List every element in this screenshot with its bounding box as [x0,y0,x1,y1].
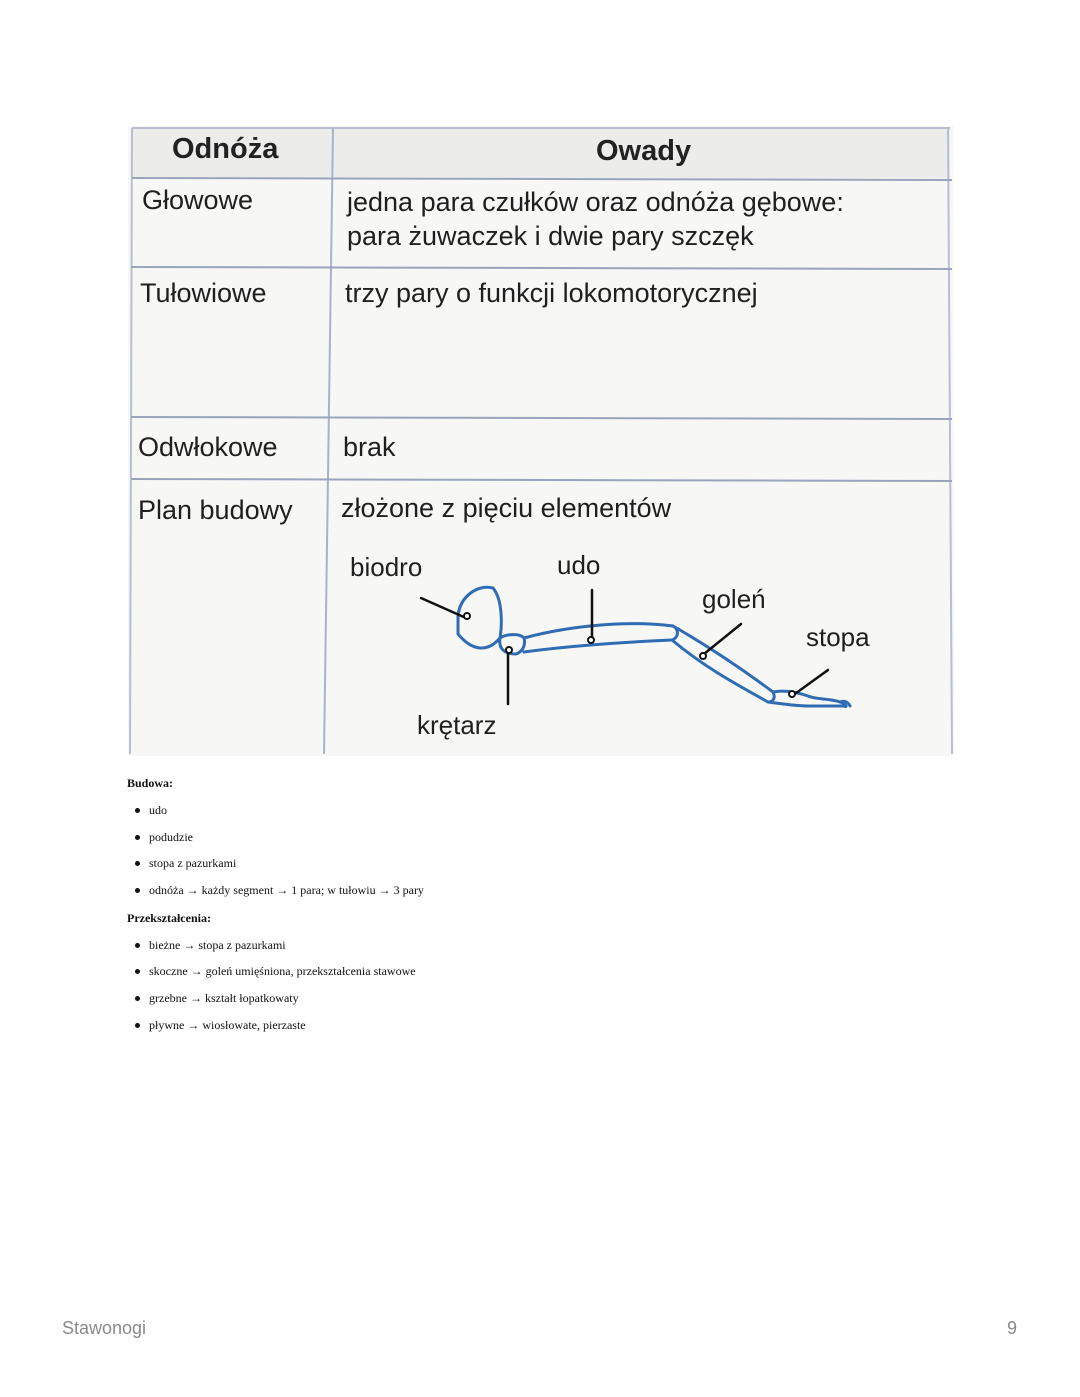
label-biodro: biodro [350,552,423,582]
list-item: odnóża → każdy segment → 1 para; w tułowiu → 3 pary [149,879,727,906]
row-name-glowowe: Głowowe [142,185,254,215]
section-title-przeksztalcenia: Przekształcenia: [127,910,211,925]
row-desc-tulowiowe: trzy pary o funkcji lokomotorycznej [345,278,758,308]
insect-leg-diagram [421,587,850,706]
list-item: udo [149,799,727,826]
row-desc-plan-budowy: złożone z pięciu elementów [341,493,672,523]
list-item: grzebne → kształt łopatkowaty [149,987,727,1014]
row-name-tulowiowe: Tułowiowe [140,278,267,308]
label-udo: udo [557,550,601,580]
list-item: stopa z pazurkami [149,852,727,879]
header-col2: Owady [596,135,692,167]
list-przeksztalcenia [127,934,727,1041]
list-item: pływne → wiosłowate, pierzaste [149,1014,727,1041]
header-col1: Odnóża [172,133,279,165]
list-budowa [127,799,727,906]
footer-title: Stawonogi [62,1318,147,1338]
list-item: skoczne → goleń umięśniona, przekształcenia stawowe [149,960,727,987]
list-item: bieżne → stopa z pazurkami [149,934,727,961]
row-name-odwlokowe: Odwłokowe [138,432,278,462]
notes [127,772,727,1041]
label-golen: goleń [702,584,766,614]
row-desc-glowowe-line1: jedna para czułków oraz odnóża gębowe: [347,187,844,217]
table-photo [128,126,954,756]
label-kretarz: krętarz [417,710,497,740]
page-number: 9 [1006,1318,1017,1338]
list-item: podudzie [149,826,727,853]
label-stopa: stopa [806,622,870,652]
section-title-budowa: Budowa: [127,776,174,790]
row-desc-glowowe-line2: para żuwaczek i dwie pary szczęk [347,221,754,251]
row-name-plan-budowy: Plan budowy [138,495,293,525]
row-desc-odwlokowe: brak [343,432,396,462]
